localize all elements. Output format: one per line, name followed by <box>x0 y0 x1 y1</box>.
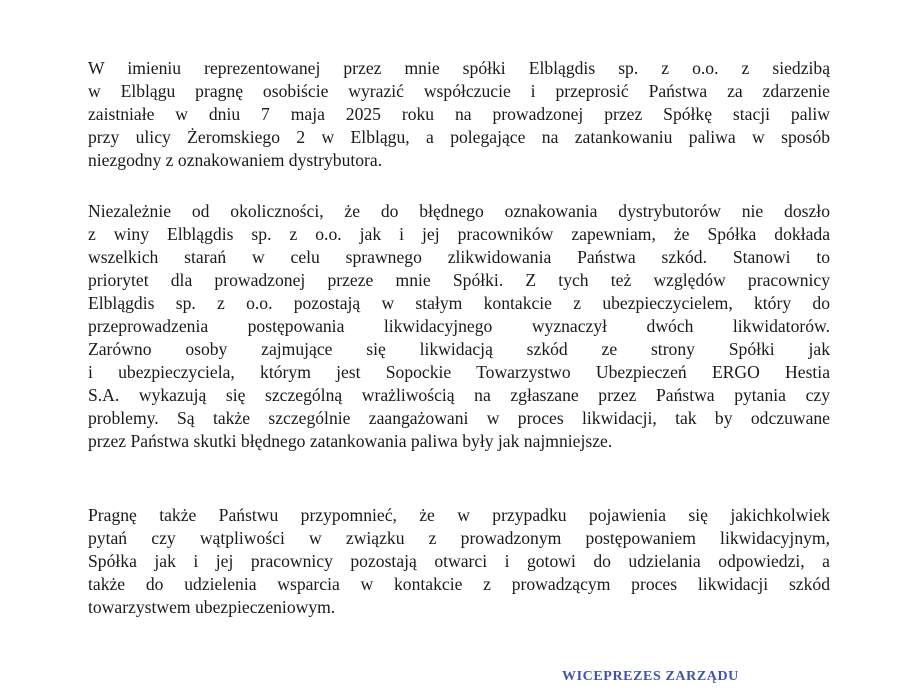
text-line: Niezależnie od okoliczności, że do błędnego oznakowania dystrybutorów nie doszło <box>88 201 830 221</box>
text-line: Zarówno osoby zajmujące się likwidacją szkód ze strony Spółki jak <box>88 339 830 359</box>
text-line: towarzystwem ubezpieczeniowym. <box>88 597 336 617</box>
text-line: przy ulicy Żeromskiego 2 w Elblągu, a polegające na zatankowaniu paliwa w sposób <box>88 127 830 147</box>
text-line: Spółka jak i jej pracownicy pozostają otwarci i gotowi do udzielania odpowiedzi, a <box>88 551 830 571</box>
signature-title-stamp: WICEPREZES ZARZĄDU <box>562 669 739 684</box>
text-line: także do udzielenia wsparcia w kontakcie z prowadzącym proces likwidacji szkód <box>88 574 830 594</box>
text-line: Elblągdis sp. z o.o. pozostają w stałym kontakcie z ubezpieczycielem, który do <box>88 293 830 313</box>
text-line: z winy Elblągdis sp. z o.o. jak i jej pracowników zapewniam, że Spółka dokłada <box>88 224 830 244</box>
text-line: niezgodny z oznakowaniem dystrybutora. <box>88 150 383 170</box>
text-line: przez Państwa skutki błędnego zatankowania paliwa były jak najmniejsze. <box>88 431 613 451</box>
paragraph-contact-offer <box>88 504 830 619</box>
text-line: problemy. Są także szczególnie zaangażowani w proces likwidacji, tak by odczuwane <box>88 408 830 428</box>
text-line: priorytet dla prowadzonej przeze mnie Spółki. Z tych też względów pracownicy <box>88 270 830 290</box>
text-line: i ubezpieczyciela, którym jest Sopockie Towarzystwo Ubezpieczeń ERGO Hestia <box>88 362 830 382</box>
paragraph-claims-handling <box>88 200 830 453</box>
text-line: S.A. wykazują się szczególną wrażliwością na zgłaszane przez Państwa pytania czy <box>88 385 830 405</box>
paragraph-apology <box>88 57 830 172</box>
text-line: pytań czy wątpliwości w związku z prowadzonym postępowaniem likwidacyjnym, <box>88 528 830 548</box>
text-line: przeprowadzenia postępowania likwidacyjnego wyznaczył dwóch likwidatorów. <box>88 316 830 336</box>
text-line: wszelkich starań w celu sprawnego zlikwidowania Państwa szkód. Stanowi to <box>88 247 830 267</box>
text-line: zaistniałe w dniu 7 maja 2025 roku na prowadzonej przez Spółkę stacji paliw <box>88 104 830 124</box>
text-line: w Elblągu pragnę osobiście wyrazić współczucie i przeprosić Państwa za zdarzenie <box>88 81 830 101</box>
text-line: W imieniu reprezentowanej przez mnie spółki Elblągdis sp. z o.o. z siedzibą <box>88 58 830 78</box>
text-line: Pragnę także Państwu przypomnieć, że w przypadku pojawienia się jakichkolwiek <box>88 505 830 525</box>
